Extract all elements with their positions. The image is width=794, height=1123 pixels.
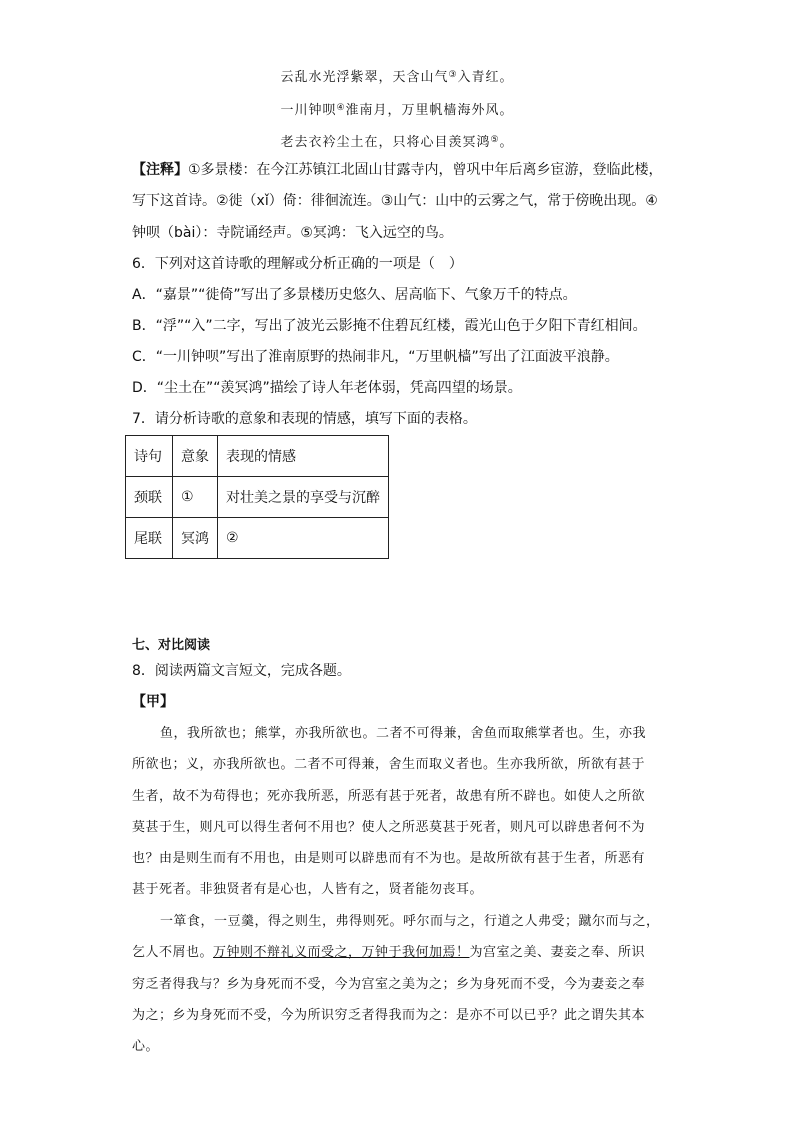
- table-cell-blank: ①: [173, 477, 218, 518]
- poem-text: 。: [499, 135, 514, 150]
- passage-line: 鱼，我所欲也；熊掌，亦我所欲也。二者不可得兼，舍鱼而取熊掌者也。生，亦我: [160, 726, 647, 741]
- question-6-option-a: A．“嘉景”“徙倚”写出了多景楼历史悠久、居高临下、气象万千的特点。: [132, 287, 577, 303]
- notes-line-1: [132, 160, 663, 180]
- table-row: [126, 518, 389, 559]
- question-6-stem: 6．下列对这首诗歌的理解或分析正确的一项是（ ）: [132, 256, 463, 272]
- question-7-stem: 7．请分析诗歌的意象和表现的情感，填写下面的表格。: [132, 411, 477, 427]
- passage-line: 一箪食，一豆羹，得之则生，弗得则死。呼尔而与之，行道之人弗受；蹴尔而与之，: [160, 914, 660, 929]
- poem-text: 老去衣衿尘土在，只将心目羡冥鸿: [280, 135, 491, 150]
- poem-line-1: [0, 66, 794, 85]
- poem-text: 一川钟呗: [280, 103, 337, 118]
- note-marker: ③: [448, 70, 458, 80]
- passage-paragraph-1: [132, 718, 662, 906]
- table-header-cell: 表现的情感: [218, 436, 389, 477]
- passage-line: 为之；乡为身死而不受，今为所识穷乏者得我而为之：是亦不可以已乎？此之谓失其本: [132, 1007, 646, 1023]
- notes-label: 【注释】: [132, 162, 188, 178]
- note-marker: ④: [336, 103, 346, 113]
- passage-line: 穷乏者得我与？乡为身死而不受，今为宫室之美为之；乡为身死而不受，今为妻妾之奉: [132, 976, 646, 992]
- passage-line: 心。: [132, 1039, 160, 1055]
- table-cell: 尾联: [126, 518, 173, 559]
- section-title: 七、对比阅读: [132, 638, 211, 653]
- passage-label-jia: 【甲】: [132, 694, 174, 710]
- underlined-sentence: 万钟则不辩礼义而受之，万钟于我何加焉！: [213, 945, 470, 961]
- passage-text: 为宫室之美、妻妾之奉、所识: [469, 945, 646, 961]
- passage-line: 莫甚于生，则凡可以得生者何不用也？使人之所恶莫甚于死者，则凡可以辟患者何不为: [132, 819, 646, 835]
- note-marker: ⑤: [490, 135, 500, 145]
- question-6-option-b: B．“浮”“入”二字，写出了波光云影掩不住碧瓦红楼，霞光山色于夕阳下青红相间。: [132, 318, 647, 334]
- table-header-cell: 诗句: [126, 436, 173, 477]
- imagery-table: [125, 435, 389, 559]
- passage-paragraph-2: [132, 906, 662, 1062]
- notes-line-3: 钟呗（bài）：寺院诵经声。⑤冥鸿：飞入远空的鸟。: [132, 225, 453, 241]
- notes-text: ①多景楼：在今江苏镇江北固山甘露寺内，曾巩中年后离乡宦游，登临此楼，: [188, 162, 663, 178]
- table-cell: 对壮美之景的享受与沉醉: [218, 477, 389, 518]
- poem-text: 淮南月，万里帆樯海外风。: [345, 103, 514, 118]
- poem-line-3: [0, 131, 794, 150]
- table-row: [126, 477, 389, 518]
- question-6-option-c: C．“一川钟呗”写出了淮南原野的热闹非凡，“万里帆樯”写出了江面波平浪静。: [132, 349, 619, 365]
- table-cell: 颈联: [126, 477, 173, 518]
- passage-line: 生者，故不为苟得也；死亦我所恶，所恶有甚于死者，故患有所不辟也。如使人之所欲: [132, 788, 646, 804]
- table-cell-blank: ②: [218, 518, 389, 559]
- passage-line: [132, 937, 662, 968]
- passage-text: 乞人不屑也。: [132, 945, 214, 961]
- poem-text: 入青红。: [457, 70, 514, 85]
- notes-line-2: 写下这首诗。②徙（xǐ）倚：徘徊流连。③山气：山中的云雾之气，常于傍晚出现。④: [132, 193, 658, 209]
- poem-text: 云乱水光浮紫翠，天含山气: [280, 70, 449, 85]
- poem-line-2: [0, 99, 794, 118]
- passage-line: 也？由是则生而有不用也，由是则可以辟患而有不为也。是故所欲有甚于生者，所恶有: [132, 851, 646, 867]
- passage-line: 所欲也；义，亦我所欲也。二者不可得兼，舍生而取义者也。生亦我所欲，所欲有甚于: [132, 757, 646, 773]
- table-cell: 冥鸿: [173, 518, 218, 559]
- question-8-stem: 8．阅读两篇文言短文，完成各题。: [132, 663, 351, 679]
- passage-line: 甚于死者。非独贤者有是心也，人皆有之，贤者能勿丧耳。: [132, 882, 484, 898]
- table-header-row: [126, 436, 389, 477]
- table-header-cell: 意象: [173, 436, 218, 477]
- question-6-option-d: D．“尘土在”“羡冥鸿”描绘了诗人年老体弱，凭高四望的场景。: [132, 380, 522, 396]
